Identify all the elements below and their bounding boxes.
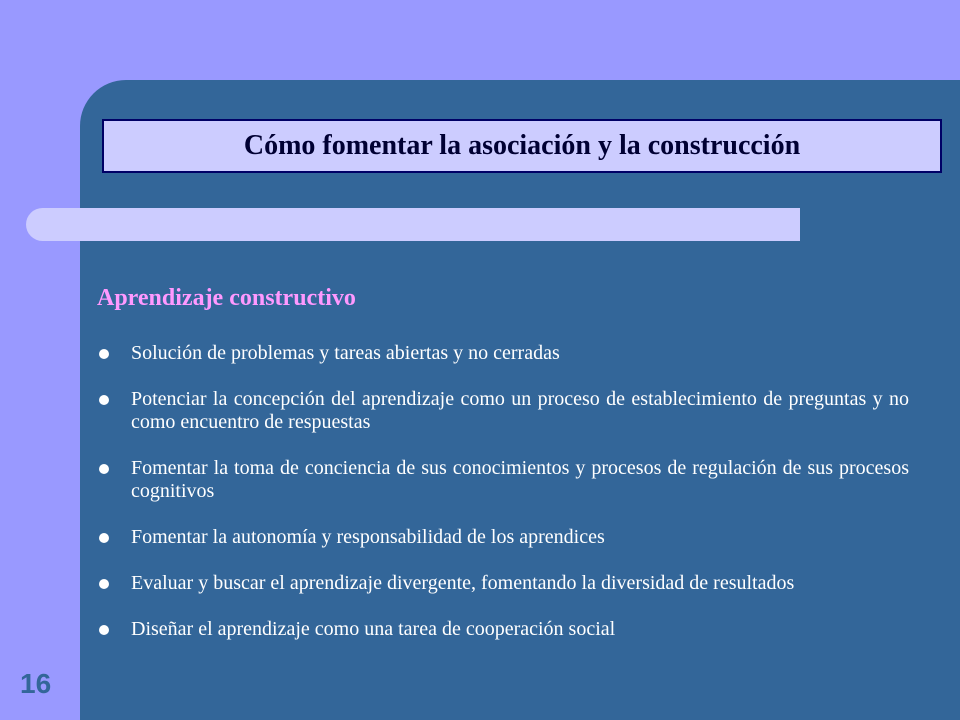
bullet-item: [97, 572, 909, 595]
slide-title: Cómo fomentar la asociación y la construcción: [243, 130, 801, 161]
bullet-dot-icon: [99, 395, 109, 405]
bullet-item: [97, 618, 909, 641]
corner-accent: [0, 0, 335, 80]
bullet-item: [97, 457, 909, 503]
bullet-dot-icon: [99, 579, 109, 589]
bullet-item: [97, 388, 909, 434]
section-heading: Aprendizaje constructivo: [97, 285, 356, 311]
bullet-text: Diseñar el aprendizaje como una tarea de cooperación social: [131, 618, 616, 640]
bullet-text: Solución de problemas y tareas abiertas y no cerradas: [131, 342, 560, 364]
bullet-dot-icon: [99, 533, 109, 543]
bullet-item: [97, 342, 909, 365]
slide-title-box: [102, 119, 942, 173]
bullet-item: [97, 526, 909, 549]
bullet-dot-icon: [99, 464, 109, 474]
bullet-text: Fomentar la autonomía y responsabilidad de los aprendices: [131, 526, 605, 548]
bullet-text: Evaluar y buscar el aprendizaje divergente, fomentando la diversidad de resultados: [131, 572, 795, 594]
bullet-dot-icon: [99, 625, 109, 635]
bullet-dot-icon: [99, 349, 109, 359]
bullet-list: [97, 342, 909, 664]
bullet-text: Fomentar la toma de conciencia de sus conocimientos y procesos de regulación de sus procesos cognitivos: [131, 457, 909, 502]
bullet-text: Potenciar la concepción del aprendizaje como un proceso de establecimiento de preguntas y no como encuentro de respuestas: [131, 388, 909, 433]
page-number: 16: [20, 668, 52, 699]
decorative-bar: [26, 208, 800, 241]
